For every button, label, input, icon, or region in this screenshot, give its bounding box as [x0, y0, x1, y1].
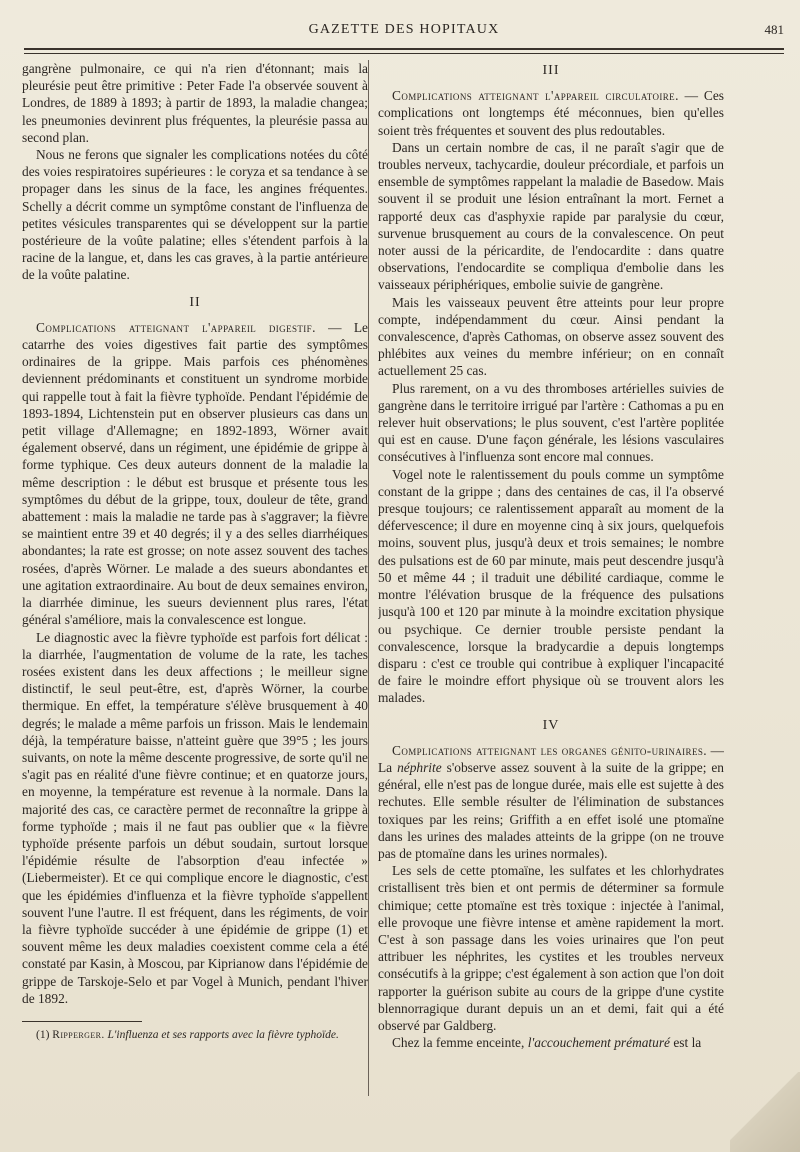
- page-number: 481: [764, 22, 784, 37]
- italic-term: l'accouchement prématuré: [527, 1035, 671, 1051]
- right-column: [378, 60, 724, 1110]
- section-iii-paragraph: [378, 87, 724, 139]
- page-corner-fold: [730, 1072, 800, 1152]
- paragraph-text: La: [378, 759, 398, 775]
- paragraph: Mais les vaisseaux peuvent être atteints pour leur propre compte, indépendamment du cœur. Ainsi pendant la convalescence, d'après Cathomas, on observe assez souvent des phlébites aux veines du membre inférieur; on en connaît actuellement 25 cas.: [378, 294, 724, 379]
- paragraph: Les sels de cette ptomaïne, les sulfates et les chlorhydrates cristallisent très bien et ont permis de déterminer sa formule chimique; cette ptomaïne est très toxique : injectée à l'animal, elle provoque une fièvre intense et amène rapidement la mort. C'est à son passage dans les voies urinaires que l'on peut attribuer les néphrites, les cystites et les troubles nerveux consécutifs à la grippe; c'est également à son action que l'on doit rapporter la guérison subite au cours de la grippe d'une cystite blennorragique durant depuis un an et demi, fait qui a été observé par Galdberg.: [378, 863, 724, 1033]
- header-rule-thick: [24, 48, 784, 50]
- column-divider: [368, 60, 369, 1096]
- paragraph: Le diagnostic avec la fièvre typhoïde est parfois fort délicat : la diarrhée, l'augmentation de volume de la rate, les taches rosées existent dans les deux affections ; le meilleur signe distinctif, le seul peut-être, est, d'après Wörner, la courbe thermique. En effet, la température s'élève brusquement à 40 degrés; le malade a même parfois un frisson. Mais le lendemain déjà, la température baisse, n'atteint guère que 39°5 ; les jours suivants, on note la même descente progressive, de sorte qu'il ne s'agit pas en réalité d'une fièvre continue; et en quatorze jours, en moyenne, la température est revenue à la normale. Dans la majorité des cas, ce caractère permet de reconnaître la grippe à forme typhoïde ; mais il ne faut pas oublier que « la fièvre typhoïde présente parfois un début soudain, surtout lorsque l'épidémie résulte de l'absorption d'eau infectée » (Liebermeister). Et ce qui complique encore le diagnostic, c'est que les épidémies d'influenza et la fièvre typhoïde s'appellent souvent l'une l'autre. Il est fréquent, dans les régiments, de voir la fièvre typhoïde succéder à une épidémie de grippe (1) et souvent même les deux maladies coexistent comme cela a été constaté par Kasin, à Moscou, par Kiprianow dans l'épidémie de grippe de Tarskoje-Selo et par Vogel à Munich, pendant l'hiver de 1892.: [22, 629, 368, 1006]
- left-column: [22, 60, 368, 1110]
- header-rule-thin: [24, 53, 784, 54]
- paragraph-text: est la: [670, 1035, 702, 1051]
- footnote-rule: [22, 1021, 142, 1022]
- paragraph: Vogel note le ralentissement du pouls comme un symptôme constant de la grippe ; dans des centaines de cas, il l'a observé presque toujours; ce ralentissement apparaît au moment de la défervescence; il dure en moyenne cinq à six jours, quelquefois moins, souvent plus, jusqu'à deux et trois semaines; le nombre des pulsations est de 60 par minute, mais peut descendre jusqu'à 50 et même 44 ; il traduit une débilité cardiaque, comme le montre l'élévation brusque de la fréquence des pulsations jusqu'à 100 et 120 par minute à la moindre excitation physique ou psychique. Ce dernier trouble persiste pendant la convalescence, lorsque la bradycardie a depuis longtemps disparu : c'est ce trouble qui contribue à expliquer l'incapacité de faire le moindre effort physique où se trouvent alors les malades.: [378, 466, 724, 706]
- page-header: [24, 20, 784, 46]
- heading-dash: —: [707, 742, 724, 758]
- section-number-ii: II: [189, 294, 201, 310]
- footnote-title: L'influenza et ses rapports avec la fièvre typhoïde.: [104, 1028, 339, 1041]
- section-iii-heading: Complications atteignant l'appareil circulatoire.: [392, 88, 679, 104]
- footnote: [22, 1028, 368, 1042]
- heading-dash: —: [315, 319, 354, 335]
- paragraph-text: s'observe assez souvent à la suite de la grippe; en général, elle n'est pas de longue durée, mais elle est sujette à des rechutes. Elle semble résulter de l'élimination de substances toxiques par les reins; Griffith a en effet isolé une ptomaïne dans les urines des malades atteints de la grippe (on ne trouve pas de ptomaïne dans les urines normales).: [378, 759, 724, 861]
- paragraph-text: Chez la femme enceinte,: [392, 1035, 528, 1051]
- section-number-iv: IV: [542, 717, 560, 733]
- paragraph-text: Le catarrhe des voies digestives fait partie des symptômes ordinaires de la grippe. Mais parfois ces phénomènes deviennent prédominants et constituent un syndrome morbide qui rappelle tout à fait la fièvre typhoïde. Pendant l'épidémie de 1893-1894, Lichtenstein put en observer plusieurs cas dans un petit village d'Allemagne; en 1892-1893, Wörner avait également observé, dans un régiment, une épidémie de grippe à forme typhique. Ces deux auteurs donnent de la maladie la même description : le début est brusque et présente tous les symptômes du début de la grippe, toux, douleur de tête, grand abattement : mais la maladie ne tarde pas à s'aggraver; la fièvre se maintient entre 39 et 40 degrés; il y a des selles diarrhéiques abondantes; la rate est grosse; on note assez souvent des taches rosées, d'après Wörner. Le malade a des sueurs abondantes et une agitation extraordinaire. Au bout de deux semaines environ, la diarrhée diminue, les sueurs deviennent plus rares, l'état général s'améliore, mais la convalescence est longue.: [22, 319, 368, 628]
- footnote-marker: (1): [36, 1028, 53, 1041]
- journal-title: GAZETTE DES HOPITAUX: [308, 22, 500, 37]
- paragraph: [378, 1034, 724, 1051]
- section-number-iii: III: [542, 63, 560, 78]
- section-iv-heading: Complications atteignant les organes génito-urinaires.: [392, 742, 708, 758]
- paragraph: gangrène pulmonaire, ce qui n'a rien d'étonnant; mais la pleurésie peut être primitive : Peter Fade l'a observée souvent à Londres, de 1889 à 1893; à partir de 1893, la maladie changea; les pneumonies devinrent plus fréquentes, la pleurésie passa au second plan.: [22, 61, 368, 145]
- footnote-author: Ripperger.: [52, 1028, 105, 1041]
- paragraph-text: — Ces complications ont longtemps été méconnues, bien qu'elles soient très fréquentes et souvent des plus redoutables.: [378, 88, 724, 138]
- paragraph: Dans un certain nombre de cas, il ne paraît s'agir que de troubles nerveux, tachycardie, douleur précordiale, et parfois un ensemble de symptômes rappelant la maladie de Basedow. Mais souvent il se produit une lésion entraînant la mort. Fernet a rapporté deux cas d'asphyxie rapide par paralysie du cœur, survenue brusquement au cours de la convalescence. On peut noter aussi de la péricardite, de l'endocardite : dans quatre observations, l'endocardite se compliqua d'embolie dans les vaisseaux périphériques, embolie suivie de gangrène.: [378, 139, 724, 293]
- section-ii-paragraph: [22, 319, 368, 629]
- italic-term: néphrite: [397, 759, 442, 775]
- paragraph: Nous ne ferons que signaler les complications notées du côté des voies respiratoires supérieures : le coryza et sa tendance à se propager dans les sinus de la face, les angines fréquentes. Schelly a décrit comme un symptôme constant de l'influenza de petites vésicules transparentes qui se développent sur la partie postérieure de la voûte palatine; elles s'étendent parfois à la racine de la langue, et, dans les cas graves, à la partie antérieure de la voûte palatine.: [22, 147, 368, 283]
- section-ii-heading: Complications atteignant l'appareil digestif.: [36, 319, 316, 335]
- paragraph: Plus rarement, on a vu des thromboses artérielles suivies de gangrène dans le territoire irrigué par l'artère : Cathomas a pu en relever huit observations; le plus souvent, c'est l'artère poplitée qui est en cause. D'une façon générale, les lésions vasculaires consécutives à l'influenza sont encore mal connues.: [378, 380, 724, 465]
- section-iv-paragraph: [378, 742, 724, 862]
